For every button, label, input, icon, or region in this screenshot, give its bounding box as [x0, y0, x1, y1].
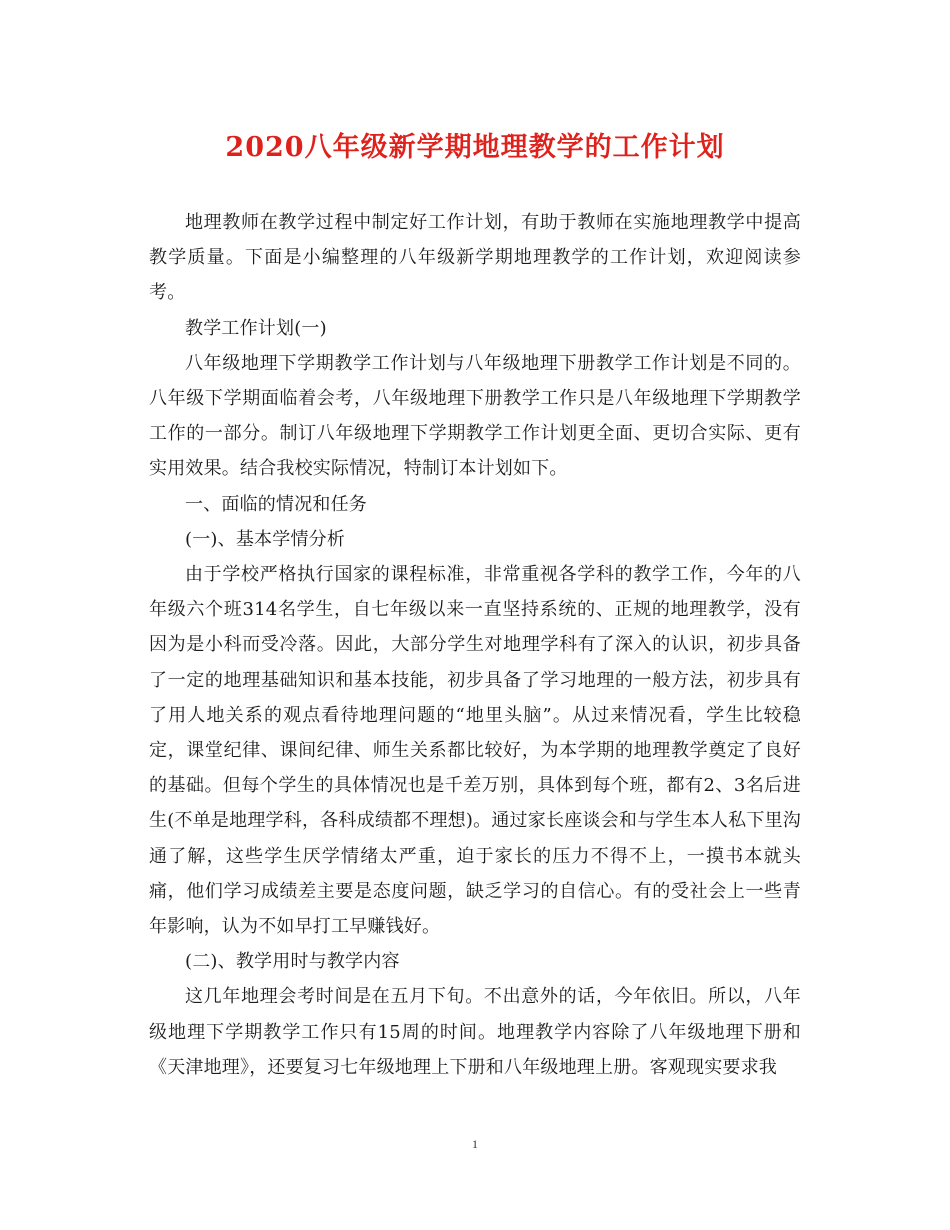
intro-paragraph: 地理教师在教学过程中制定好工作计划，有助于教师在实施地理教学中提高教学质量。下面是小编整理的八年级新学期地理教学的工作计划，欢迎阅读参考。: [149, 212, 801, 304]
subsection-heading-time-content: (二)、教学用时与教学内容: [185, 951, 400, 973]
section-heading-plan-1: 教学工作计划(一): [185, 317, 327, 339]
section-heading-situation-tasks: 一、面临的情况和任务: [185, 493, 367, 515]
body-paragraph: 由于学校严格执行国家的课程标准，非常重视各学科的教学工作，今年的八年级六个班314名学生，自七年级以来一直坚持系统的、正规的地理教学，没有因为是小科而受冷落。因此，大部分学生对地理学科有了深入的认识，初步具备了一定的地理基础知识和基本技能，初步具备了学习地理的一般方法，初步具有了用人地关系的观点看待地理问题的“地里头脑”。从过来情况看，学生比较稳定，课堂纪律、课间纪律、师生关系都比较好，为本学期的地理教学奠定了良好的基础。但每个学生的具体情况也是千差万别，具体到每个班，都有2、3名后进生(不单是地理学科，各科成绩都不理想)。通过家长座谈会和与学生本人私下里沟通了解，这些学生厌学情绪太严重，迫于家长的压力不得不上，一摸书本就头痛，他们学习成绩差主要是态度问题，缺乏学习的自信心。有的受社会上一些青年影响，认为不如早打工早赚钱好。: [149, 564, 801, 938]
subsection-heading-student-analysis: (一)、基本学情分析: [185, 528, 346, 550]
page-number: 1: [472, 1137, 478, 1151]
document-body: [149, 205, 801, 1085]
body-paragraph: 这几年地理会考时间是在五月下旬。不出意外的话，今年依旧。所以，八年级地理下学期教学工作只有15周的时间。地理教学内容除了八年级地理下册和《天津地理》，还要复习七年级地理上下册和八年级地理上册。客观现实要求我: [149, 986, 801, 1078]
document-title: 2020八年级新学期地理教学的工作计划: [225, 132, 725, 163]
body-paragraph: 八年级地理下学期教学工作计划与八年级地理下册教学工作计划是不同的。八年级下学期面临着会考，八年级地理下册教学工作只是八年级地理下学期教学工作的一部分。制订八年级地理下学期教学工作计划更全面、更切合实际、更有实用效果。结合我校实际情况，特制订本计划如下。: [149, 352, 801, 480]
